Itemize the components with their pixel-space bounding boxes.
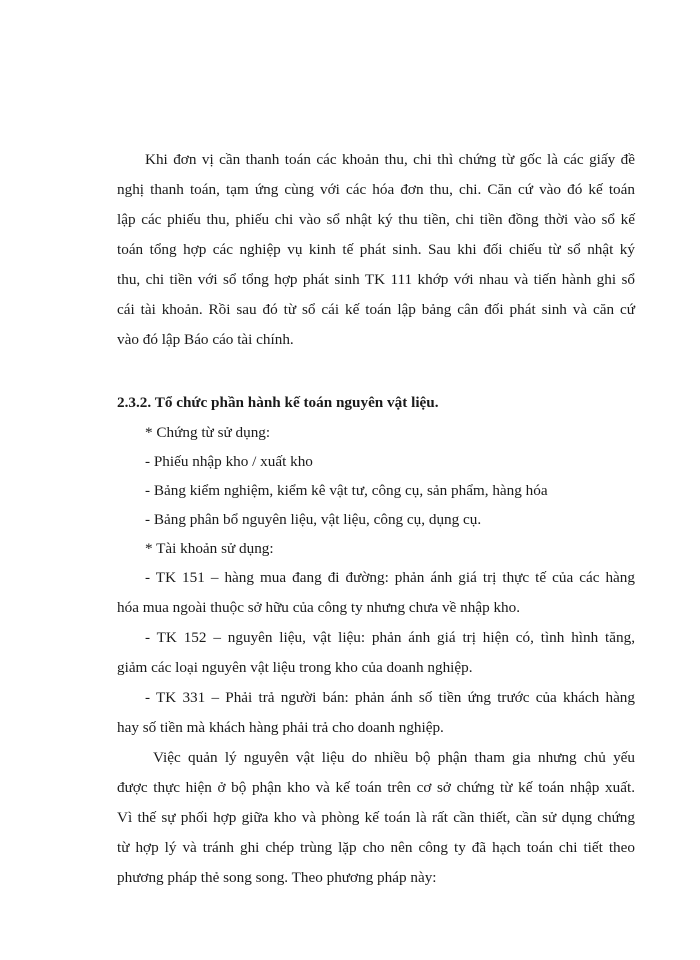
paragraph-1-line-4: toán tổng hợp các nghiệp vụ kinh tế phát sinh. Sau khi đối chiếu từ sổ nhật ký — [117, 241, 635, 258]
paragraph-1-line-1: Khi đơn vị cần thanh toán các khoản thu, chi thì chứng từ gốc là các giấy đề — [145, 151, 635, 168]
tk152-line-1: - TK 152 – nguyên liệu, vật liệu: phản ánh giá trị hiện có, tình hình tăng, — [145, 629, 635, 646]
accounts-title: * Tài khoản sử dụng: — [145, 540, 274, 557]
paragraph-1-line-2: nghị thanh toán, tạm ứng cùng với các hóa đơn thu, chi. Căn cứ vào đó kế toán — [117, 181, 635, 198]
tk151-line-2: hóa mua ngoài thuộc sở hữu của công ty nhưng chưa về nhập kho. — [117, 599, 521, 616]
paragraph-1-line-6: cái tài khoản. Rồi sau đó từ sổ cái kế toán lập bảng cân đối phát sinh và căn cứ — [117, 301, 635, 318]
paragraph-2-line-4: từ hợp lý và tránh ghi chép trùng lặp cho nên công ty đã hạch toán chi tiết theo — [117, 839, 635, 856]
paragraph-1-line-5: thu, chi tiền với sổ tổng hợp phát sinh TK 111 khớp với nhau và tiến hành ghi sổ — [117, 271, 635, 288]
section-heading: 2.3.2. Tổ chức phần hành kế toán nguyên vật liệu. — [117, 394, 439, 411]
paragraph-2-line-2: được thực hiện ở bộ phận kho và kế toán trên cơ sở chứng từ kế toán nhập xuất. — [117, 779, 635, 796]
documents-item-2: - Bảng kiểm nghiệm, kiểm kê vật tư, công cụ, sản phẩm, hàng hóa — [145, 482, 548, 499]
tk331-line-2: hay số tiền mà khách hàng phải trả cho doanh nghiệp. — [117, 719, 444, 736]
documents-item-3: - Bảng phân bổ nguyên liệu, vật liệu, công cụ, dụng cụ. — [145, 511, 482, 528]
tk151-line-1: - TK 151 – hàng mua đang đi đường: phản ánh giá trị thực tế của các hàng — [145, 569, 635, 586]
tk331-line-1: - TK 331 – Phải trả người bán: phản ánh số tiền ứng trước của khách hàng — [145, 689, 635, 706]
paragraph-1-line-3: lập các phiếu thu, phiếu chi vào sổ nhật ký thu tiền, chi tiền đồng thời vào sổ kế — [117, 211, 635, 228]
paragraph-1-line-7: vào đó lập Báo cáo tài chính. — [117, 331, 294, 348]
paragraph-2-line-5: phương pháp thẻ song song. Theo phương pháp này: — [117, 869, 437, 886]
tk152-line-2: giảm các loại nguyên vật liệu trong kho của doanh nghiệp. — [117, 659, 473, 676]
documents-item-1: - Phiếu nhập kho / xuất kho — [145, 453, 313, 470]
documents-title: * Chứng từ sử dụng: — [145, 424, 271, 441]
paragraph-2-line-1: Việc quản lý nguyên vật liệu do nhiều bộ phận tham gia nhưng chủ yếu — [153, 749, 635, 766]
paragraph-2-line-3: Vì thế sự phối hợp giữa kho và phòng kế toán là rất cần thiết, cần sử dụng chứng — [117, 809, 635, 826]
